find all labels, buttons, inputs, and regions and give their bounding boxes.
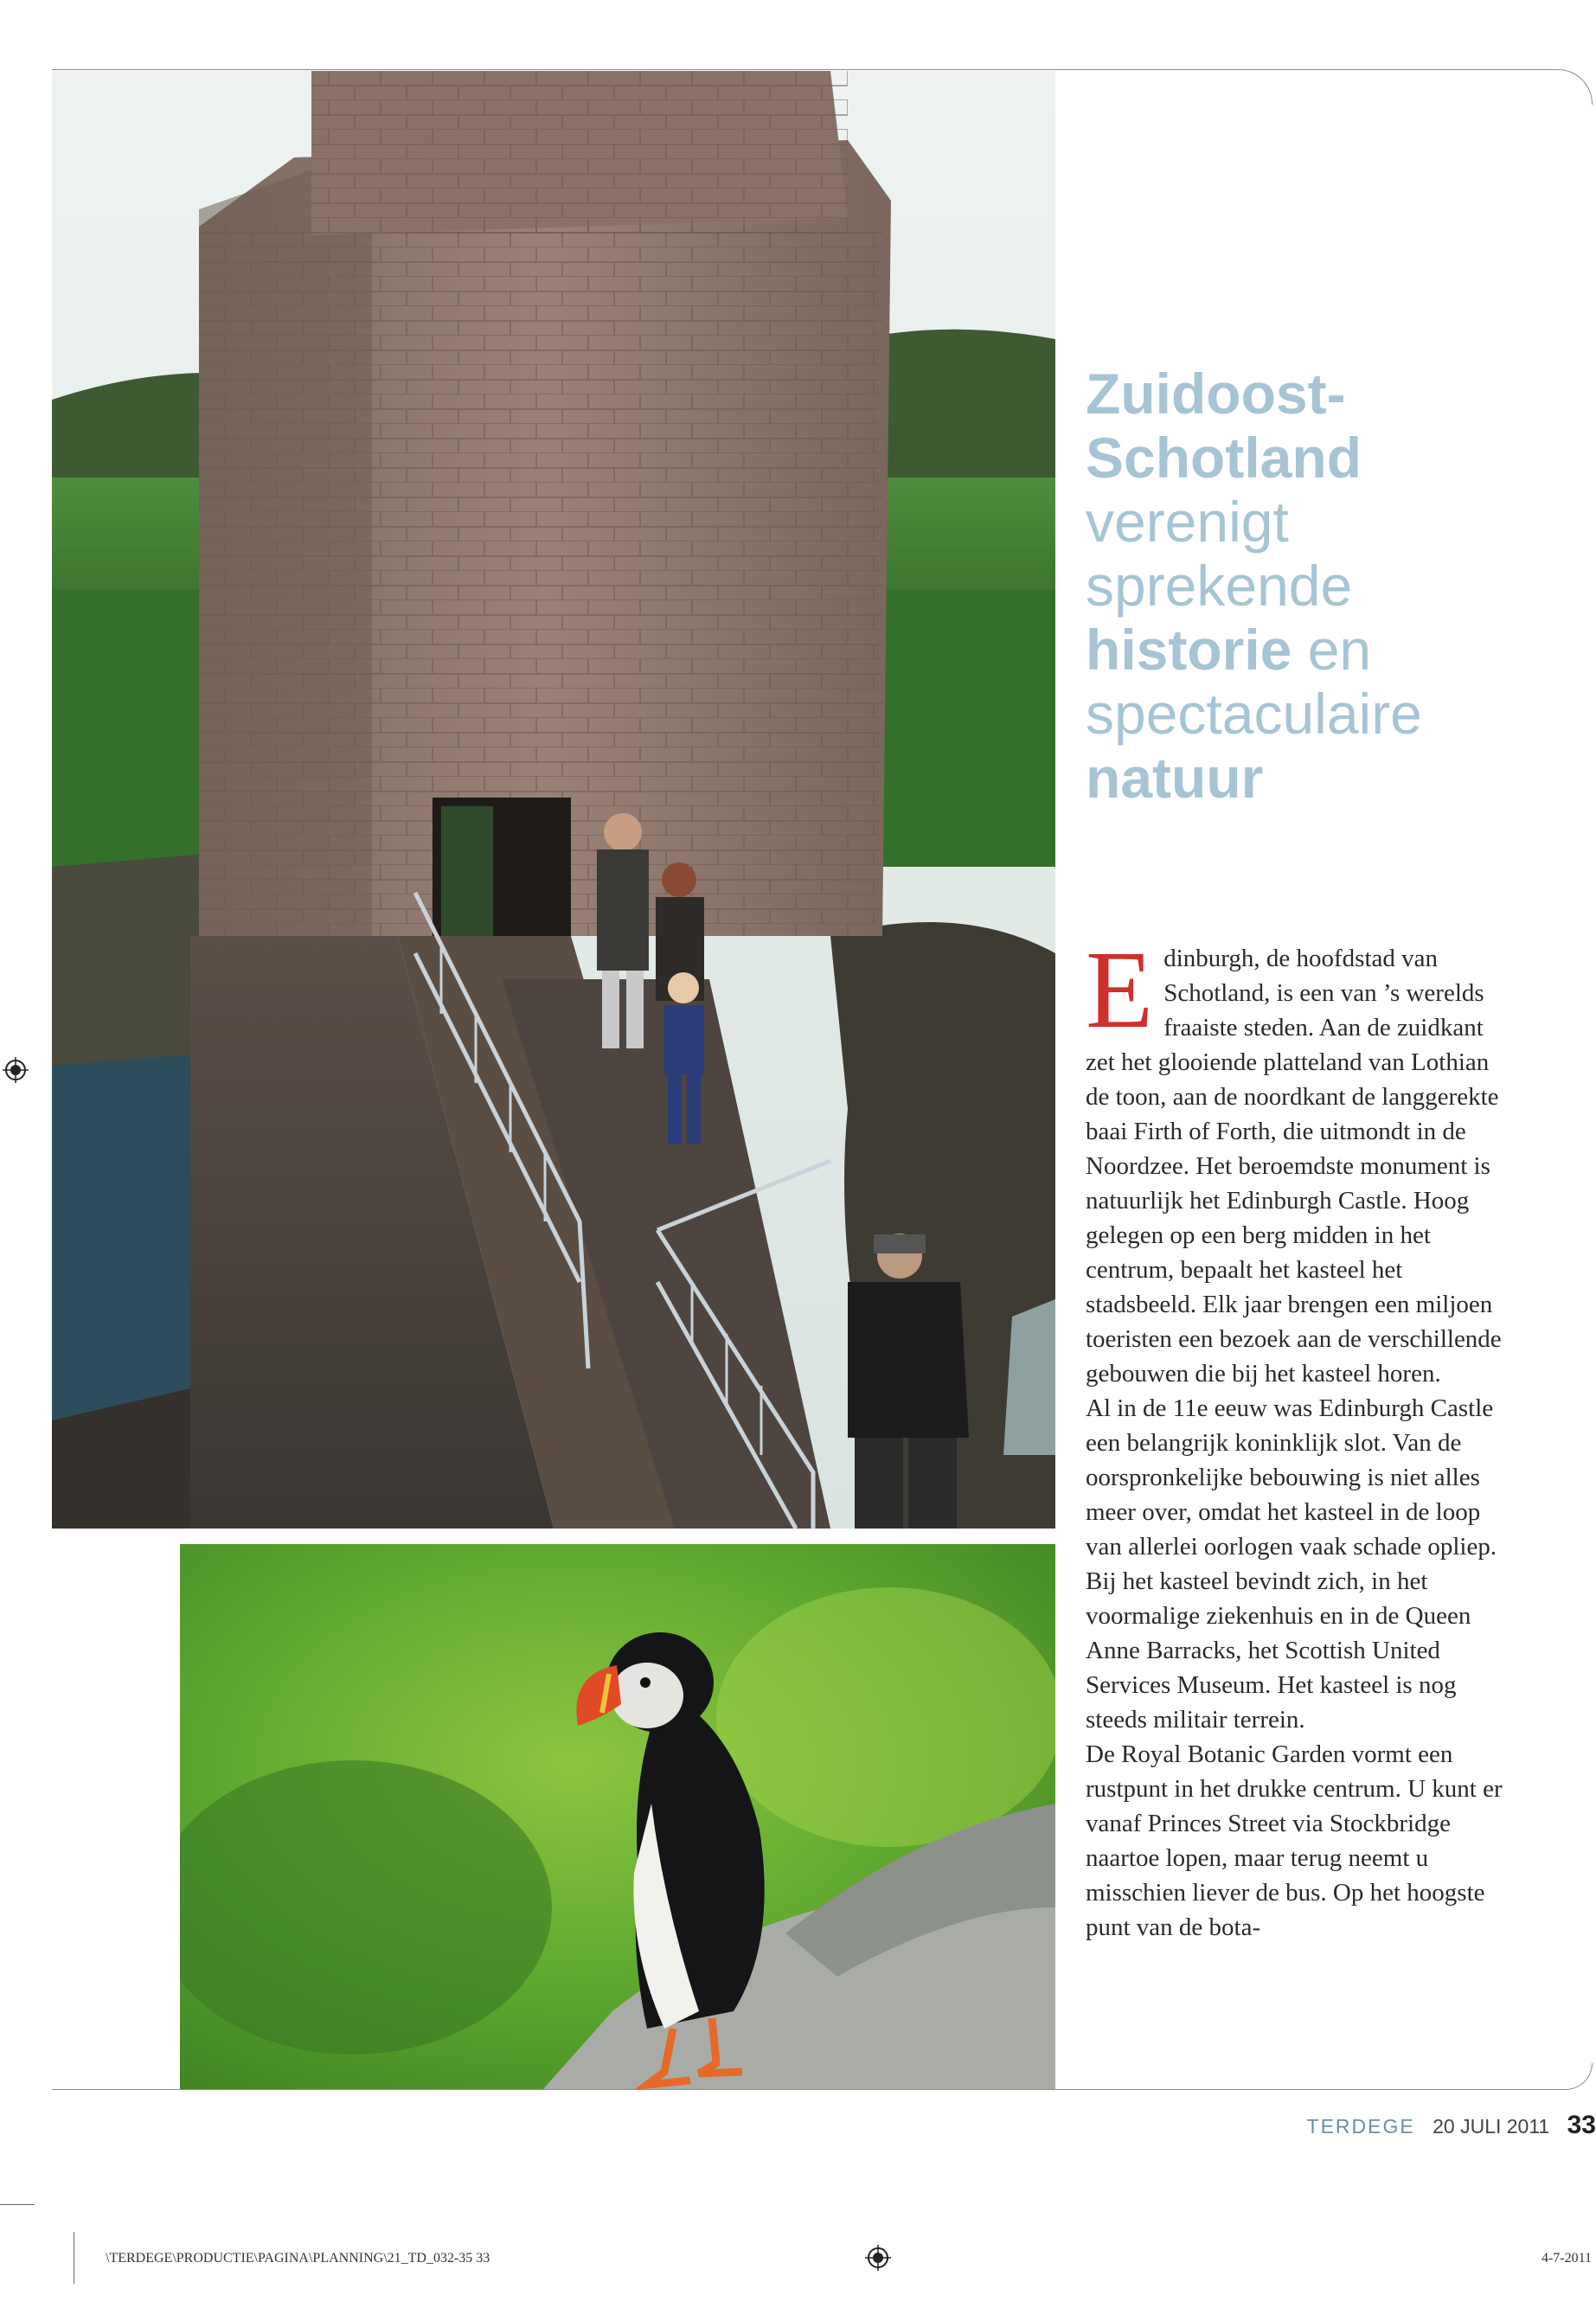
magazine-name: TERDEGE	[1306, 2115, 1415, 2138]
headline-line-1: Zuidoost-	[1086, 362, 1346, 426]
page-frame-corner-bottom	[1540, 2063, 1593, 2090]
slug-file-path: \TERDEGE\PRODUCTIE\PAGINA\PLANNING\21_TD_032-35 33	[106, 2251, 490, 2266]
issue-date: 20 JULI 2011	[1433, 2115, 1550, 2138]
headline-line-3: verenigt	[1086, 490, 1289, 554]
headline-line-5-bold: historie	[1086, 618, 1292, 682]
crop-mark	[0, 2204, 35, 2205]
page-frame-top	[52, 69, 1557, 70]
headline-line-4: sprekende	[1086, 554, 1353, 618]
page-number: 33	[1567, 2111, 1596, 2139]
article-paragraph-1	[1086, 928, 1509, 1391]
paragraph-1-text: dinburgh, de hoofdstad van Schotland, is een van ’s werelds fraaiste steden. Aan de zuidkant zet het glooiende platteland van Lothian de toon, aan de noordkant de langgerekte baai Firth of Forth, die uitmondt in de Noordzee. Het beroemdste monument is natuurlijk het Edinburgh Castle. Hoog gelegen op een berg midden in het centrum, bepaalt het kasteel het stadsbeeld. Elk jaar brengen een miljoen toeristen een bezoek aan de verschillende gebouwen die bij het kasteel horen.	[1086, 945, 1502, 1388]
drop-cap: E	[1086, 928, 1154, 1051]
article-paragraph-3: De Royal Botanic Garden vormt een rustpunt in het drukke centrum. U kunt er vanaf Princes Street via Stockbridge naartoe lopen, maar terug neemt u misschien liever de bus. Op het hoogste punt van de bota-	[1086, 1740, 1503, 1941]
article-headline	[1086, 362, 1570, 810]
page-frame-corner-top	[1540, 69, 1593, 105]
castle-tower-photo	[52, 71, 1055, 1529]
article-body	[1086, 928, 1509, 1945]
article-paragraph-2: Al in de 11e eeuw was Edinburgh Castle een belangrijk koninklijk slot. Van de oorspronkelijke bebouwing is niet alles meer over, omdat het kasteel in de loop van allerlei oorlogen vaak schade opliep. Bij het kasteel bevindt zich, in het voormalige ziekenhuis en in de Queen Anne Barracks, het Scottish United Services Museum. Het kasteel is nog steeds militair terrein.	[1086, 1394, 1497, 1734]
headline-line-5-rest: en	[1292, 618, 1372, 682]
registration-mark-icon	[865, 2245, 891, 2271]
headline-line-2: Schotland	[1086, 426, 1362, 490]
puffin-photo	[180, 1544, 1055, 2089]
page-folio	[1077, 2111, 1596, 2140]
headline-line-7: natuur	[1086, 746, 1264, 810]
page-frame-bottom	[52, 2089, 1557, 2090]
registration-mark-icon	[3, 1057, 29, 1083]
headline-line-6: spectaculaire	[1086, 682, 1422, 746]
slug-date: 4-7-2011	[1541, 2251, 1592, 2266]
